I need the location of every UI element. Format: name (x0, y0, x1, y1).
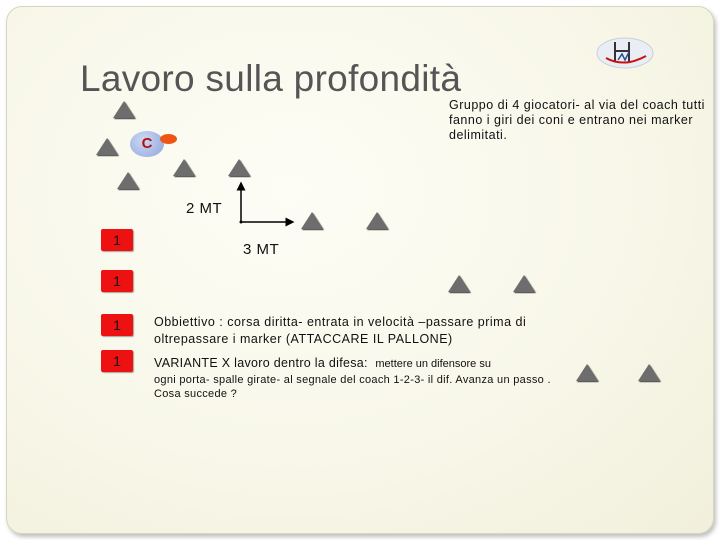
variant-line1-small: mettere un difensore su (375, 358, 491, 370)
variant-text: ogni porta- spalle girate- al segnale del coach 1-2-3- il dif. Avanza un passo . Cosa succede ? (154, 374, 551, 400)
player-marker: 1 (101, 270, 133, 292)
variant-heading (154, 356, 491, 370)
player-marker: 1 (101, 229, 133, 251)
objective-text: Obbiettivo : corsa diritta- entrata in velocità –passare prima di oltrepassare i marker (ATTACCARE IL PALLONE) (154, 315, 527, 346)
exercise-description: Gruppo di 4 giocatori- al via del coach tutti fanno i giri dei coni e entrano nei marker delimitati. (449, 98, 705, 142)
player-marker: 1 (101, 314, 133, 336)
variant-heading-text: VARIANTE X lavoro dentro la difesa: (154, 356, 368, 370)
page-title: Lavoro sulla profondità (80, 58, 462, 99)
distance-label-3mt: 3 MT (243, 241, 280, 258)
coach-label: C (141, 135, 153, 152)
player-marker: 1 (101, 350, 133, 372)
distance-label-2mt: 2 MT (186, 200, 223, 217)
